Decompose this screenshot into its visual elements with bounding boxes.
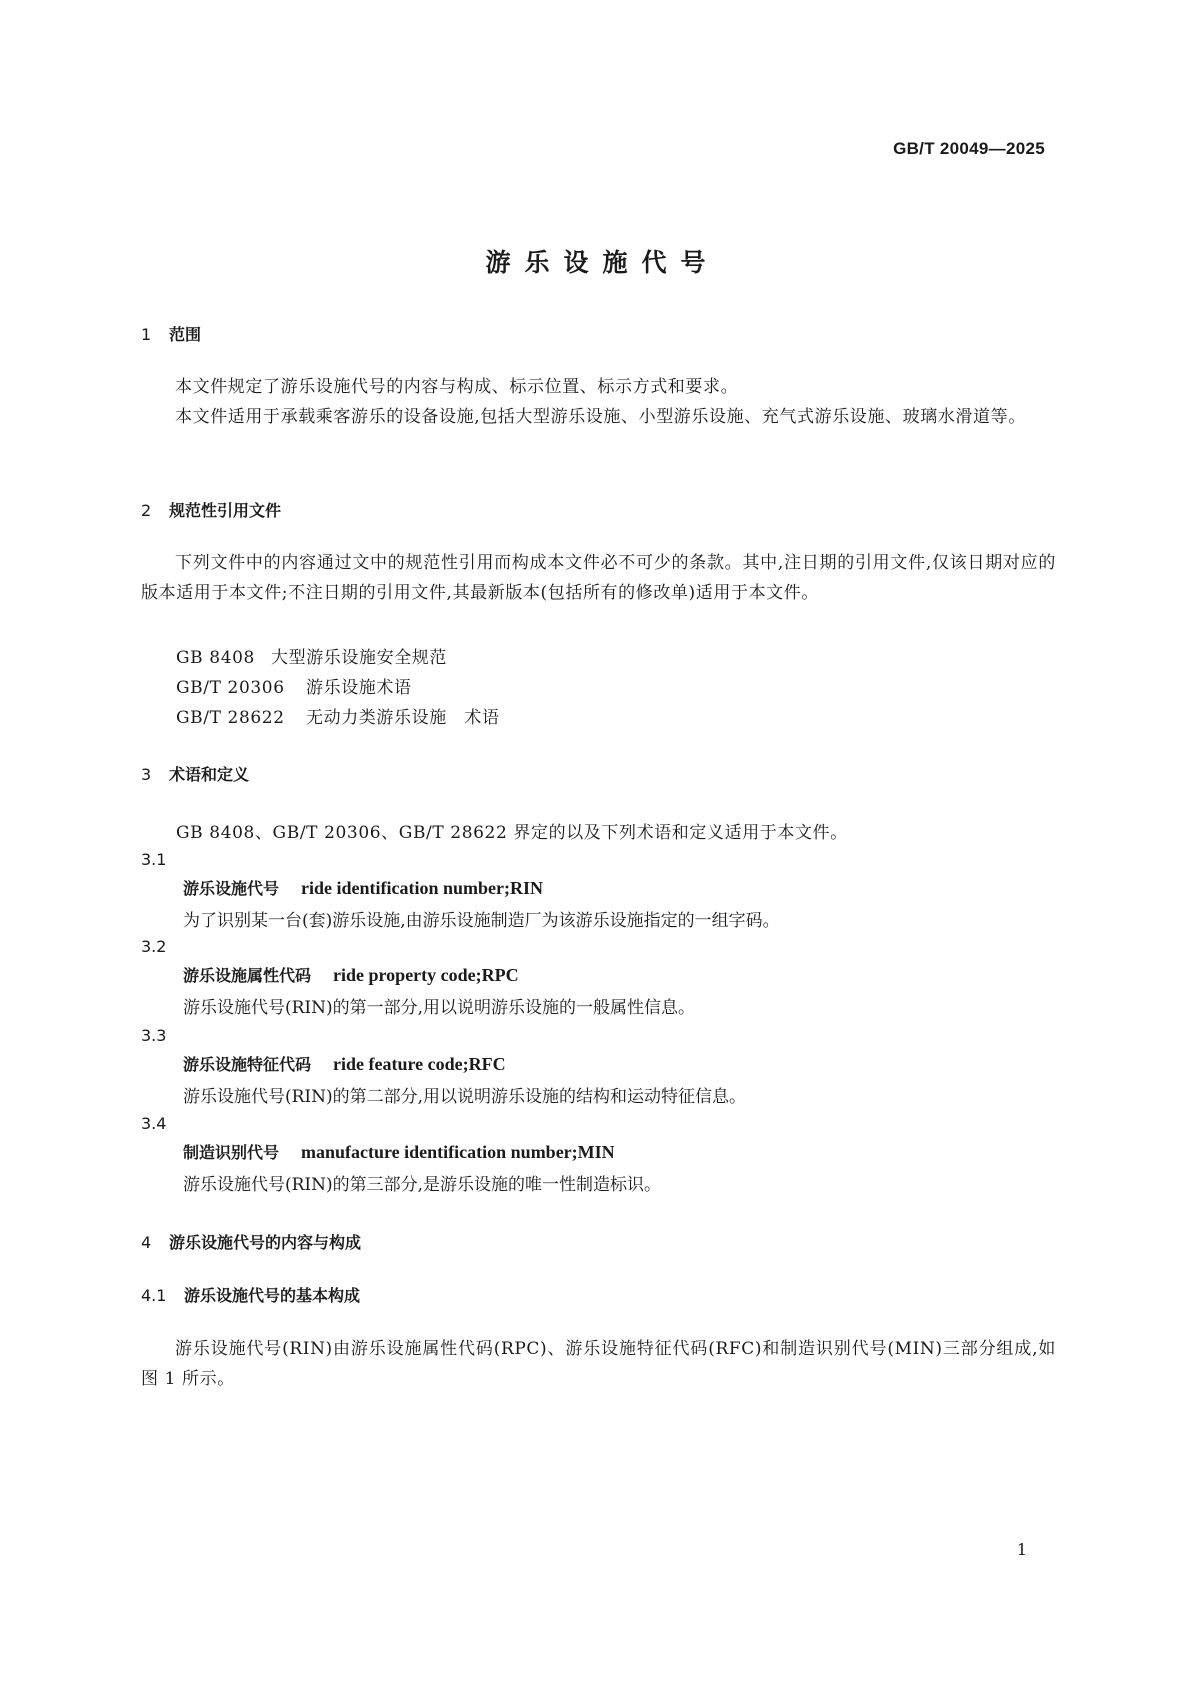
reference-title: 大型游乐设施安全规范 [271, 648, 447, 668]
section-4-heading [141, 1230, 361, 1253]
reference-code: GB/T 20306 [176, 678, 285, 698]
standard-code: GB/T 20049—2025 [893, 139, 1045, 158]
term-definition: 游乐设施代号(RIN)的第三部分,是游乐设施的唯一性制造标识。 [183, 1175, 662, 1195]
section-1-paragraph-2: 本文件适用于承载乘客游乐的设备设施,包括大型游乐设施、小型游乐设施、充气式游乐设施、玻璃水滑道等。 [175, 407, 1026, 427]
reference-title: 游乐设施术语 [306, 678, 412, 698]
reference-item [176, 643, 447, 668]
section-4-1-paragraph: 游乐设施代号(RIN)由游乐设施属性代码(RPC)、游乐设施特征代码(RFC)和制造识别代号(MIN)三部分组成,如图 1 所示。 [141, 1339, 1056, 1389]
section-3-heading [141, 762, 249, 785]
section-4-1-number: 4.1 [141, 1286, 167, 1305]
section-4-1-title: 游乐设施代号的基本构成 [184, 1286, 361, 1305]
section-1-number: 1 [141, 325, 152, 344]
reference-item [176, 703, 500, 728]
reference-code: GB 8408 [176, 648, 255, 668]
reference-code: GB/T 28622 [176, 708, 285, 728]
section-2-title: 规范性引用文件 [169, 501, 282, 520]
section-3-number: 3 [141, 765, 152, 784]
term-number: 3.4 [141, 1114, 167, 1133]
term-number: 3.2 [141, 937, 167, 956]
term-number: 3.3 [141, 1026, 167, 1045]
term-heading [183, 1052, 506, 1075]
section-4-title: 游乐设施代号的内容与构成 [169, 1233, 362, 1252]
document-title: 游乐设施代号 [485, 248, 720, 277]
section-2-heading [141, 498, 281, 521]
term-english: manufacture identification number;MIN [301, 1142, 615, 1162]
reference-item [176, 673, 412, 698]
term-number: 3.1 [141, 850, 167, 869]
section-1-title: 范围 [169, 325, 202, 344]
term-chinese: 游乐设施特征代码 [183, 1055, 312, 1074]
term-english: ride property code;RPC [333, 965, 519, 985]
term-chinese: 游乐设施属性代码 [183, 966, 312, 985]
term-definition: 游乐设施代号(RIN)的第二部分,用以说明游乐设施的结构和运动特征信息。 [183, 1087, 747, 1107]
section-4-number: 4 [141, 1233, 152, 1252]
section-2-number: 2 [141, 501, 152, 520]
section-1-heading [141, 322, 201, 345]
term-heading [183, 876, 543, 899]
section-4-1-heading [141, 1283, 360, 1306]
page-number: 1 [1016, 1540, 1027, 1559]
term-definition: 游乐设施代号(RIN)的第一部分,用以说明游乐设施的一般属性信息。 [183, 998, 696, 1018]
term-english: ride feature code;RFC [333, 1054, 506, 1074]
term-heading [183, 1140, 615, 1163]
reference-title: 无动力类游乐设施 术语 [306, 708, 500, 728]
section-2-paragraph: 下列文件中的内容通过文中的规范性引用而构成本文件必不可少的条款。其中,注日期的引用文件,仅该日期对应的版本适用于本文件;不注日期的引用文件,其最新版本(包括所有的修改单)适用于本文件。 [141, 553, 1056, 603]
term-chinese: 游乐设施代号 [183, 879, 280, 898]
section-3-title: 术语和定义 [169, 765, 250, 784]
term-heading [183, 963, 519, 986]
section-1-paragraph-1: 本文件规定了游乐设施代号的内容与构成、标示位置、标示方式和要求。 [175, 377, 739, 397]
term-definition: 为了识别某一台(套)游乐设施,由游乐设施制造厂为该游乐设施指定的一组字码。 [183, 911, 780, 931]
term-english: ride identification number;RIN [301, 878, 544, 898]
section-3-intro: GB 8408、GB/T 20306、GB/T 28622 界定的以及下列术语和定义适用于本文件。 [176, 823, 848, 843]
term-chinese: 制造识别代号 [183, 1143, 280, 1162]
